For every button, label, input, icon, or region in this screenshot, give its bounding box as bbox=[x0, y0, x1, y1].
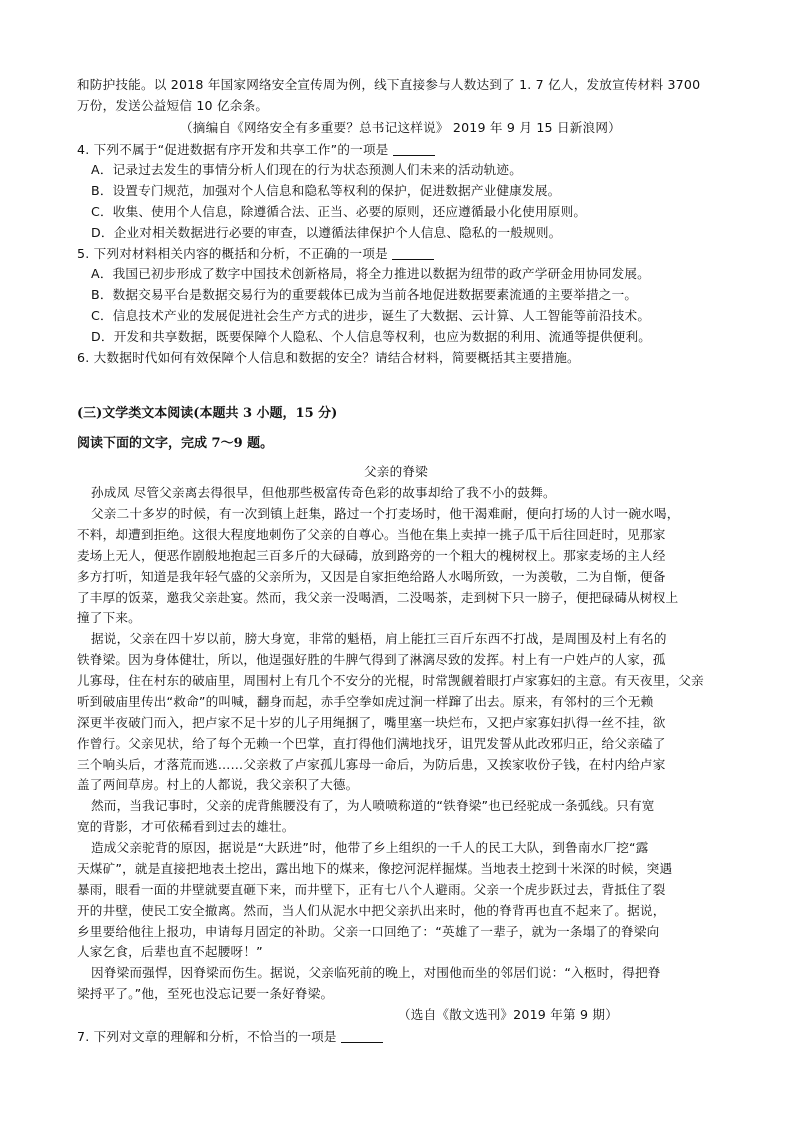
question-4-option-b: B．设置专门规范，加强对个人信息和隐私等权利的保护，促进数据产业健康发展。 bbox=[91, 183, 561, 198]
answer-blank-5[interactable] bbox=[392, 258, 434, 260]
source-citation-2: （选自《散文选刊》2019 年第 9 期） bbox=[398, 1007, 618, 1022]
essay-line: 麦场上无人，便恶作剧般地抱起三百多斤的大碌碡，放到路旁的一个粗大的槐树杈上。那家麦场的主人经 bbox=[77, 548, 666, 563]
essay-line: 铁脊梁。因为身体健壮，所以，他逞强好胜的牛脾气得到了淋漓尽致的发挥。村上有一户姓卢的人家，孤 bbox=[77, 652, 666, 667]
essay-line: 孙成凤 尽管父亲离去得很早，但他那些极富传奇色彩的故事却给了我不小的鼓舞。 bbox=[91, 485, 556, 500]
essay-line: 宽的背影，才可依稀看到过去的雄壮。 bbox=[77, 819, 295, 834]
essay-line: 了丰厚的饭菜，邀我父亲赴宴。然而，我父亲一没喝酒，二没喝茶，走到树下只一膀子，便把碌碡从树杈上 bbox=[77, 590, 679, 605]
intro-tail-line-2: 万份，发送公益短信 10 亿余条。 bbox=[77, 98, 269, 113]
answer-blank-4[interactable] bbox=[393, 154, 435, 156]
essay-line: 作曾行。父亲见状，给了每个无赖一个巴掌，直打得他们满地找牙，诅咒发誓从此改邪归正，给父亲磕了 bbox=[77, 736, 666, 751]
essay-line: 盖了两间草房。村上的人都说，我父亲积了大德。 bbox=[77, 777, 359, 792]
essay-line: 然而，当我记事时，父亲的虎背熊腰没有了，为人喷喷称道的“铁脊梁”也已经驼成一条弧线。只有宽 bbox=[91, 798, 655, 813]
essay-line: 据说，父亲在四十岁以前，膀大身宽，非常的魁梧，肩上能扛三百斤东西不打战，是周围及村上有名的 bbox=[91, 631, 667, 646]
essay-line: 听到破庙里传出“救命”的叫喊，翻身而起，赤手空拳如虎过涧一样蹿了出去。原来，有邻村的三个无赖 bbox=[77, 694, 654, 709]
question-5-option-a: A．我国已初步形成了数字中国技术创新格局，将全力推进以数据为纽带的政产学研金用协同发展。 bbox=[91, 266, 650, 281]
section-3-instruction: 阅读下面的文字，完成 7～9 题。 bbox=[77, 436, 274, 451]
essay-line: 天煤矿”，就是直接把地表土挖出，露出地下的煤来，像挖河泥样掘煤。当地表土挖到十米深的时候，突遇 bbox=[77, 861, 673, 876]
question-5-text: 5. 下列对材料相关内容的概括和分析，不正确的一项是 bbox=[77, 246, 388, 261]
essay-line: 三个响头后，才落荒而逃……父亲救了卢家孤儿寡母一命后，为防后患，又挨家收份子钱，在村内给卢家 bbox=[77, 757, 666, 772]
essay-line: 因脊梁而强悍，因脊梁而伤生。据说，父亲临死前的晚上，对围他而坐的邻居们说：“入柩时，得把脊 bbox=[91, 965, 661, 980]
essay-line: 造成父亲驼背的原因，据说是“大跃进”时，他带了乡上组织的一千人的民工大队，到鲁南水厂挖“露 bbox=[91, 840, 649, 855]
source-citation-1: （摘编自《网络安全有多重要？总书记这样说》 2019 年 9 月 15 日新浪网） bbox=[180, 120, 621, 135]
section-3-heading: (三)文学类文本阅读(本题共 3 小题，15 分) bbox=[77, 406, 338, 421]
essay-line: 开的井壁，使民工安全撤离。然而，当人们从泥水中把父亲扒出来时，他的脊背再也直不起来了。据说， bbox=[77, 903, 666, 918]
essay-line: 撞了下来。 bbox=[77, 610, 141, 625]
essay-line: 梁捋平了。”他，至死也没忘记要一条好脊梁。 bbox=[77, 986, 334, 1001]
question-5-stem bbox=[77, 244, 434, 264]
question-4-option-a: A．记录过去发生的事情分析人们现在的行为状态预测人们未来的活动轨迹。 bbox=[91, 162, 523, 177]
question-5-option-b: B．数据交易平台是数据交易行为的重要载体已成为当前各地促进数据要素流通的主要举措之一。 bbox=[91, 287, 638, 302]
question-6: 6. 大数据时代如何有效保障个人信息和数据的安全？请结合材料，简要概括其主要措施。 bbox=[77, 350, 580, 365]
intro-tail-line-1: 和防护技能。以 2018 年国家网络安全宣传周为例，线下直接参与人数达到了 1. 7 亿人，发放宣传材料 3700 bbox=[77, 77, 701, 92]
answer-blank-7[interactable] bbox=[341, 1041, 383, 1043]
essay-line: 儿寡母，住在村东的破庙里，周围村上有几个不安分的光棍，时常觊觎着眼打卢家寡妇的主意。有天夜里，父亲 bbox=[77, 673, 704, 688]
question-4-option-c: C．收集、使用个人信息，除遵循合法、正当、必要的原则，还应遵循最小化使用原则。 bbox=[91, 204, 587, 219]
question-5-option-d: D．开发和共享数据，既要保障个人隐私、个人信息等权利，也应为数据的利用、流通等提供便利。 bbox=[91, 329, 652, 344]
question-4-text: 4. 下列不属于“促进数据有序开发和共享工作”的一项是 bbox=[77, 142, 389, 157]
question-7-stem bbox=[77, 1027, 383, 1047]
question-4-option-d: D．企业对相关数据进行必要的审查，以遵循法律保护个人信息、隐私的一般规则。 bbox=[91, 225, 562, 240]
question-4-stem bbox=[77, 140, 435, 160]
question-5-option-c: C．信息技术产业的发展促进社会生产方式的进步，诞生了大数据、云计算、人工智能等前沿技术。 bbox=[91, 308, 651, 323]
question-7-text: 7. 下列对文章的理解和分析，不恰当的一项是 bbox=[77, 1029, 337, 1044]
essay-line: 多方打听，知道是我年轻气盛的父亲所为，又因是自家拒绝给路人水喝所致，一为羡敬，二为自惭，便备 bbox=[77, 569, 666, 584]
essay-title: 父亲的脊梁 bbox=[364, 464, 428, 479]
essay-line: 暴雨，眼看一面的井壁就要直砸下来，而井壁下，正有七八个人避雨。父亲一个虎步跃过去，背抵住了裂 bbox=[77, 882, 666, 897]
essay-line: 不料，却遭到拒绝。这很大程度地刺伤了父亲的自尊心。当他在集上卖掉一挑子瓜干后往回赶时，见那家 bbox=[77, 527, 666, 542]
essay-line: 乡里要给他往上报功，申请每月固定的补助。父亲一口回绝了：“英雄了一辈子，就为一条塌了的脊梁向 bbox=[77, 924, 660, 939]
essay-line: 人家乞食，后辈也直不起腰呀！” bbox=[77, 944, 263, 959]
essay-line: 父亲二十多岁的时候，有一次到镇上赶集，路过一个打麦场时，他干渴难耐，便向打场的人讨一碗水喝， bbox=[91, 506, 680, 521]
essay-line: 深更半夜破门而入，把卢家不足十岁的儿子用绳捆了，嘴里塞一块烂布，又把卢家寡妇扒得一丝不挂，欲 bbox=[77, 715, 666, 730]
